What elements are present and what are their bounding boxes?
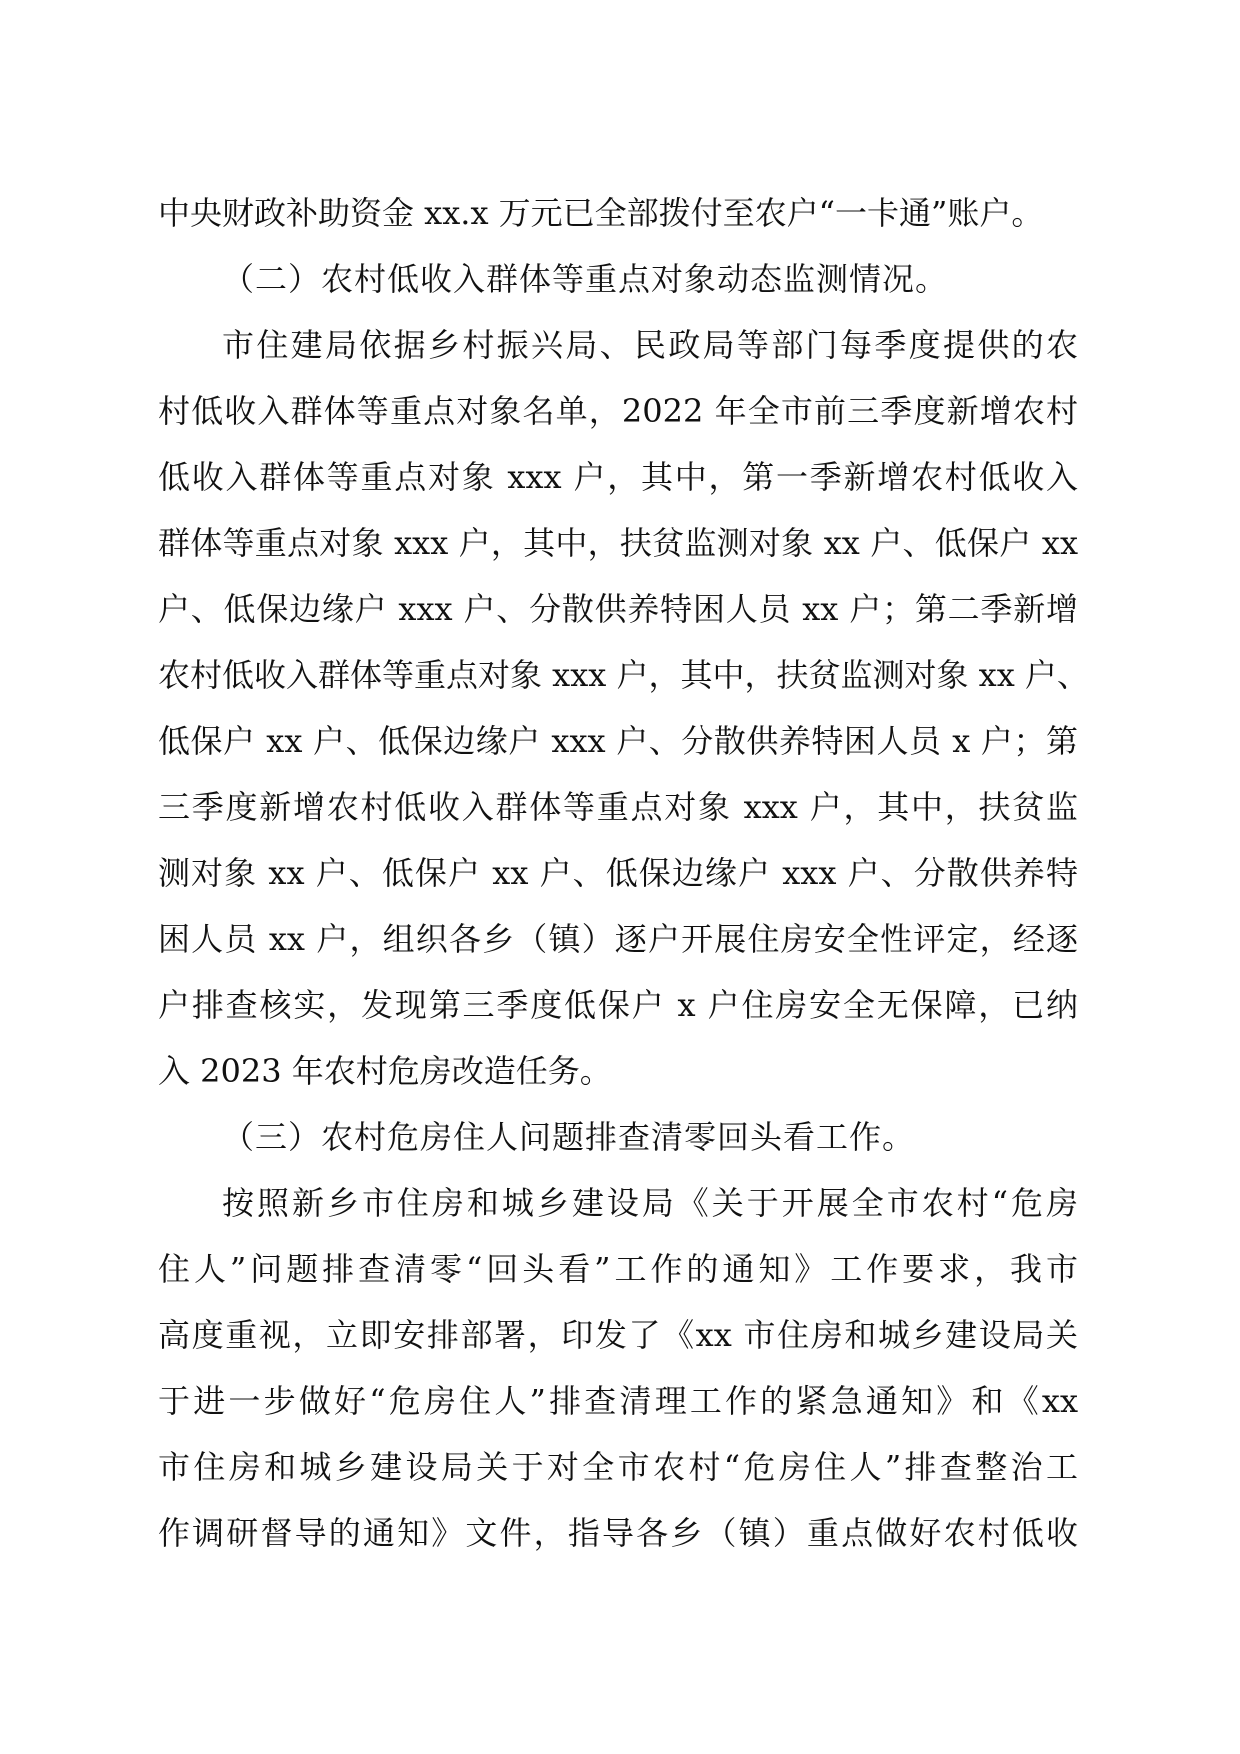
- section-heading: （二）农村低收入群体等重点对象动态监测情况。: [222, 260, 949, 298]
- text-line: 高度重视，立即安排部署，印发了《xx 市住房和城乡建设局关: [158, 1316, 1078, 1354]
- text-line: 住人”问题排查清零“回头看”工作的通知》工作要求，我市: [158, 1250, 1078, 1288]
- text-line: 户排查核实，发现第三季度低保户 x 户住房安全无保障，已纳: [158, 986, 1078, 1024]
- text-line: 作调研督导的通知》文件，指导各乡（镇）重点做好农村低收: [158, 1514, 1078, 1552]
- text-line: 市住房和城乡建设局关于对全市农村“危房住人”排查整治工: [158, 1448, 1078, 1486]
- text-line: 户、低保边缘户 xxx 户、分散供养特困人员 xx 户；第二季新增: [158, 590, 1078, 628]
- text-line: 村低收入群体等重点对象名单，2022 年全市前三季度新增农村: [158, 392, 1078, 430]
- text-line: 按照新乡市住房和城乡建设局《关于开展全市农村“危房: [222, 1184, 1078, 1222]
- text-line: 农村低收入群体等重点对象 xxx 户，其中，扶贫监测对象 xx 户、: [158, 656, 1089, 694]
- text-line: 中央财政补助资金 xx.x 万元已全部拨付至农户“一卡通”账户。: [158, 194, 1044, 232]
- text-line: 困人员 xx 户，组织各乡（镇）逐户开展住房安全性评定，经逐: [158, 920, 1078, 958]
- text-line: 入 2023 年农村危房改造任务。: [158, 1052, 612, 1090]
- section-heading: （三）农村危房住人问题排查清零回头看工作。: [222, 1118, 916, 1156]
- text-line: 低保户 xx 户、低保边缘户 xxx 户、分散供养特困人员 x 户；第: [158, 722, 1078, 760]
- text-line: 低收入群体等重点对象 xxx 户，其中，第一季新增农村低收入: [158, 458, 1078, 496]
- text-line: 测对象 xx 户、低保户 xx 户、低保边缘户 xxx 户、分散供养特: [158, 854, 1078, 892]
- text-line: 三季度新增农村低收入群体等重点对象 xxx 户，其中，扶贫监: [158, 788, 1078, 826]
- text-line: 市住建局依据乡村振兴局、民政局等部门每季度提供的农: [222, 326, 1078, 364]
- text-line: 于进一步做好“危房住人”排查清理工作的紧急通知》和《xx: [158, 1382, 1078, 1420]
- text-line: 群体等重点对象 xxx 户，其中，扶贫监测对象 xx 户、低保户 xx: [158, 524, 1078, 562]
